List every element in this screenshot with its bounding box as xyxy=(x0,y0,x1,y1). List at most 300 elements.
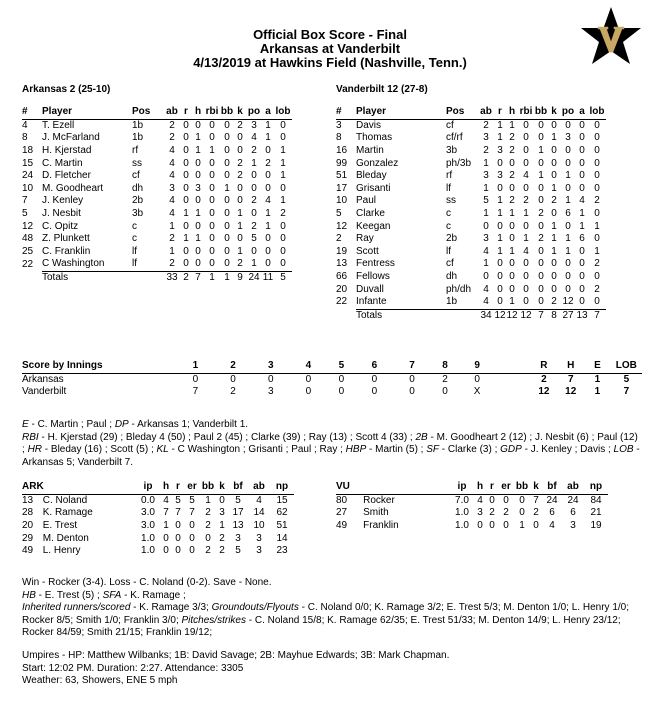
stat-cell: 0 xyxy=(195,258,201,270)
col-header: h xyxy=(506,106,518,119)
home-pitching-table xyxy=(336,481,608,532)
stat-cell: 0 xyxy=(523,119,529,131)
stat-cell: Duvall xyxy=(356,283,384,295)
totals-cell: 9 xyxy=(234,271,246,284)
stat-cell: dh xyxy=(446,271,458,283)
stat-cell: 0 xyxy=(523,271,529,283)
table-row xyxy=(22,233,292,246)
table-row xyxy=(336,145,606,158)
stat-cell: 0 xyxy=(224,195,230,207)
totals-cell xyxy=(336,309,356,322)
stat-cell: 2 xyxy=(219,532,225,544)
stat-cell: 2 xyxy=(509,170,515,182)
stat-cell: 0 xyxy=(509,220,515,232)
stat-cell: 3 xyxy=(219,507,225,519)
totals-cell xyxy=(132,271,164,284)
col-header: Player xyxy=(356,106,446,119)
stat-cell: 1 xyxy=(579,220,585,232)
totals-cell: Totals xyxy=(42,271,132,284)
stat-cell: 0 xyxy=(209,157,215,169)
stat-cell: 7 xyxy=(22,195,28,207)
stat-cell: 0 xyxy=(224,157,230,169)
stat-cell: 0 xyxy=(538,283,544,295)
stat-cell: 0 xyxy=(183,182,189,194)
stat-cell: 0 xyxy=(538,157,544,169)
linescore-row xyxy=(22,386,642,399)
table-row xyxy=(22,520,294,533)
col-header: # xyxy=(336,106,356,119)
stat-cell: 23 xyxy=(276,545,288,557)
spacer xyxy=(495,360,530,373)
rhe-header: LOB xyxy=(611,360,642,373)
stat-cell: 0 xyxy=(579,145,585,157)
start-line: Start: 12:02 PM. Duration: 2:27. Attendance: 3305 xyxy=(22,662,244,674)
stat-cell: 1 xyxy=(169,245,175,257)
stat-cell: 7 xyxy=(189,507,195,519)
stat-cell: 4 xyxy=(483,283,489,295)
stat-cell: 8 xyxy=(336,132,342,144)
rbi-value: H. Kjerstad (29) ; Bleday 4 (50) ; Paul 2 (45) ; Clarke (39) ; Ray (13) ; Scott 4 (33) ; xyxy=(47,431,416,443)
stat-cell: 2 xyxy=(509,132,515,144)
table-row xyxy=(336,520,608,533)
stat-cell: 0 xyxy=(224,233,230,245)
col-header: bf xyxy=(542,481,562,494)
stat-cell: 2 xyxy=(538,208,544,220)
stat-cell: 49 xyxy=(336,520,348,532)
inning-score: 0 xyxy=(230,373,236,385)
stat-cell: 66 xyxy=(336,271,348,283)
stat-cell: 0 xyxy=(163,532,169,544)
doubles-value: M. Goodheart 2 (12) ; J. Nesbit (6) ; Paul (12) ; xyxy=(22,431,638,455)
rhe-value: 1 xyxy=(594,386,601,398)
stat-cell: 0 xyxy=(551,283,557,295)
stat-cell: 2 xyxy=(169,233,175,245)
stat-cell: 4 xyxy=(483,245,489,257)
col-header: ab xyxy=(248,481,270,494)
stat-cell: 3 xyxy=(497,170,503,182)
stat-cell: c xyxy=(446,220,451,232)
inning-score: 0 xyxy=(409,386,415,398)
stat-cell: 10 xyxy=(253,520,265,532)
stat-cell: 0 xyxy=(265,258,271,270)
team-name: Arkansas xyxy=(22,373,64,385)
stat-cell: 0 xyxy=(538,220,544,232)
stat-cell: 1b xyxy=(446,296,458,308)
stat-cell: 0 xyxy=(594,296,600,308)
stat-cell: 1 xyxy=(265,220,271,232)
stat-cell: 2 xyxy=(251,220,257,232)
table-row xyxy=(336,296,606,309)
stat-cell: 4 xyxy=(483,296,489,308)
lob-value: Arkansas 5; Vanderbilt 7. xyxy=(22,456,133,468)
table-row xyxy=(336,183,606,196)
stat-cell: 0 xyxy=(280,132,286,144)
stat-cell: 1 xyxy=(163,520,169,532)
totals-cell: 12 xyxy=(506,309,518,321)
stat-cell: 2 xyxy=(594,195,600,207)
errors-dp-line: E - C. Martin ; Paul ; DP - Arkansas 1; Vanderbilt 1. xyxy=(22,419,249,430)
stat-cell: 1 xyxy=(195,233,201,245)
stat-cell: 2b xyxy=(132,195,144,207)
col-header: ab xyxy=(164,106,180,119)
stat-cell: 12 xyxy=(22,220,34,232)
pitching-header-row xyxy=(22,481,294,494)
col-header: a xyxy=(576,106,588,119)
stat-cell: 0 xyxy=(579,296,585,308)
inning-score: 0 xyxy=(305,386,312,398)
stat-cell: 1 xyxy=(497,119,503,131)
col-header: er xyxy=(184,481,200,494)
stat-cell: 0 xyxy=(497,220,503,232)
stat-cell: 0 xyxy=(579,245,585,257)
stat-cell: Z. Plunkett xyxy=(42,233,90,245)
linescore-row xyxy=(22,373,642,386)
totals-cell: 5 xyxy=(274,271,292,284)
stat-cell: 2 xyxy=(169,132,175,144)
col-header: ip xyxy=(450,481,474,494)
table-row xyxy=(22,545,294,558)
stat-cell: Gonzalez xyxy=(356,157,399,169)
stat-cell: 0 xyxy=(219,494,225,506)
vanderbilt-v-star-icon xyxy=(580,6,642,66)
stat-cell: 0 xyxy=(189,520,195,532)
stat-cell: 14 xyxy=(253,507,265,519)
stat-cell: 7 xyxy=(175,507,181,519)
stat-cell: 0 xyxy=(265,233,271,245)
totals-cell: 33 xyxy=(164,271,180,284)
stat-cell: 0 xyxy=(579,182,585,194)
pitching-team-title: ARK xyxy=(22,481,136,494)
stat-cell: 0 xyxy=(224,258,230,270)
game-footer xyxy=(22,650,642,688)
stat-cell: 1 xyxy=(265,119,271,131)
stat-cell: 0 xyxy=(533,520,539,532)
rhe-value: 5 xyxy=(623,373,630,385)
stat-cell: 1.0 xyxy=(455,520,469,532)
header-line-3: 4/13/2019 at Hawkins Field (Nashville, Tenn.) xyxy=(193,55,467,70)
stat-cell: 6 xyxy=(549,507,555,519)
stat-cell: 1 xyxy=(205,494,211,506)
stat-cell: 0 xyxy=(209,245,215,257)
stat-cell: 0 xyxy=(209,132,215,144)
inning-score: 0 xyxy=(267,373,274,385)
stat-cell: 4 xyxy=(169,195,175,207)
table-row xyxy=(336,157,606,170)
table-row xyxy=(336,195,606,208)
stat-cell: 0 xyxy=(579,132,585,144)
stat-cell: 1 xyxy=(565,195,571,207)
totals-cell: 7 xyxy=(534,309,548,322)
stat-cell: c xyxy=(132,220,137,232)
stat-cell: 12 xyxy=(562,296,574,308)
inning-score: 0 xyxy=(442,386,448,398)
stat-cell: 0 xyxy=(538,296,544,308)
umpires-line: Umpires - HP: Matthew Wilbanks; 1B: David Savage; 2B: Mayhue Edwards; 3B: Mark Chapman. xyxy=(22,650,450,661)
stat-cell: 0 xyxy=(519,494,525,506)
table-row xyxy=(336,258,606,271)
stat-cell: 0 xyxy=(579,258,585,270)
stat-cell: T. Ezell xyxy=(42,119,75,131)
inning-score: 0 xyxy=(371,386,378,398)
stat-cell: Thomas xyxy=(356,132,393,144)
stat-cell: 0 xyxy=(594,271,600,283)
totals-cell: 8 xyxy=(548,309,560,322)
stat-cell: 0 xyxy=(224,145,230,157)
kl-value: C Washington ; Grisanti ; Paul ; Ray ; xyxy=(177,444,346,455)
stat-cell: 1 xyxy=(509,119,515,131)
stat-cell: 0 xyxy=(209,170,215,182)
totals-cell: 24 xyxy=(246,271,262,284)
stat-cell: 3 xyxy=(483,132,489,144)
inning-score: 2 xyxy=(230,386,236,398)
stat-cell: 0 xyxy=(224,132,230,144)
stat-cell: 0 xyxy=(265,145,271,157)
stat-cell: 13 xyxy=(232,520,244,532)
col-header: h xyxy=(160,481,172,494)
stat-cell: 1 xyxy=(219,520,225,532)
stat-cell: 0 xyxy=(519,507,525,519)
inning-header: 8 xyxy=(431,360,459,373)
stat-cell: 2 xyxy=(594,283,600,295)
col-header: k xyxy=(530,481,542,494)
stat-cell: 0 xyxy=(183,195,189,207)
stat-cell: 1 xyxy=(551,132,557,144)
stat-cell: c xyxy=(132,233,137,245)
totals-cell: 12 xyxy=(518,309,534,322)
stat-cell: 0 xyxy=(497,283,503,295)
stat-cell: 1 xyxy=(565,233,571,245)
stat-cell: 2 xyxy=(509,195,515,207)
stat-cell: 1 xyxy=(497,233,503,245)
stat-cell: 0 xyxy=(280,233,286,245)
stat-cell: 0 xyxy=(594,208,600,220)
stat-cell: 18 xyxy=(22,145,34,157)
col-header: k xyxy=(234,106,246,119)
col-header: Pos xyxy=(132,106,164,119)
inherited-line: Inherited runners/scored - K. Ramage 3/3; Groundouts/Flyouts - C. Noland 0/0; K. Ramage 3/2; E. Trest 5/3; M. Denton 1/0; L. Henry 1/0; Rocker 8/5; Smith 1/0; Franklin 3/0; Pitches/strikes - C. Noland 15/8; K. Ramage 62/35; E. Trest 51/33; M. Denton 14/9; L. Henry 23/12; Rocker 84/59; Smith 21/15; Franklin 19/12; xyxy=(22,602,629,638)
linescore-header-row xyxy=(22,360,642,373)
stat-cell: 5 xyxy=(22,208,28,220)
col-header: r xyxy=(494,106,506,119)
totals-row xyxy=(336,309,606,322)
col-header: er xyxy=(498,481,514,494)
stat-cell: 0 xyxy=(565,283,571,295)
stat-cell: 0 xyxy=(538,132,544,144)
batting-notes: RBI - H. Kjerstad (29) ; Bleday 4 (50) ; Paul 2 (45) ; Clarke (39) ; Ray (13) ; Scott 4 (33) ; 2B - M. Goodheart 2 (12) ; J. Nesbit (6) ; Paul (12) ; HR - Bleday (16) ; Scott (5) ; KL - C Washington ; Grisanti ; Paul ; Ray ; HBP - Martin (5) ; SF - Clarke (3) ; GDP - J. Kenley ; Davis ; LOB - Arkansas 5; Vanderbilt 7. xyxy=(22,431,640,468)
table-row xyxy=(22,132,292,145)
stat-cell: 0 xyxy=(175,532,181,544)
stat-cell: 2 xyxy=(237,119,243,131)
stat-cell: 51 xyxy=(336,170,348,182)
stat-cell: 3 xyxy=(570,520,576,532)
inning-score: 7 xyxy=(192,386,199,398)
col-header: rbi xyxy=(205,106,219,118)
stat-cell: 2 xyxy=(251,145,257,157)
inning-score: 0 xyxy=(474,373,480,385)
inning-score: 0 xyxy=(338,386,345,398)
sfa-value: K. Ramage ; xyxy=(130,589,186,601)
stat-cell: cf xyxy=(446,258,454,270)
stat-cell: 1 xyxy=(237,208,243,220)
stat-cell: 3 xyxy=(169,182,175,194)
stat-cell: 2 xyxy=(265,157,271,169)
stat-cell: 1 xyxy=(497,132,503,144)
stat-cell: 0 xyxy=(251,170,257,182)
stat-cell: 1 xyxy=(483,182,489,194)
stat-cell: 2 xyxy=(237,157,243,169)
stat-cell: 0 xyxy=(489,494,495,506)
stat-cell: 1 xyxy=(565,245,571,257)
away-pitching-table xyxy=(22,481,294,558)
stat-cell: 5 xyxy=(189,494,195,506)
stat-cell: 1 xyxy=(483,208,489,220)
col-header: bb xyxy=(220,106,234,118)
stat-cell: 12 xyxy=(336,220,348,232)
totals-cell: 2 xyxy=(180,271,192,284)
stat-cell: Smith xyxy=(363,507,389,519)
stat-cell: 0 xyxy=(503,520,509,532)
stat-cell: 5 xyxy=(235,545,241,557)
batting-header-row xyxy=(336,106,606,119)
stat-cell: 0 xyxy=(280,258,286,270)
stat-cell: 80 xyxy=(336,494,348,506)
stat-cell: 3 xyxy=(195,182,201,194)
stat-cell: 3 xyxy=(483,233,489,245)
col-header: lob xyxy=(275,106,291,118)
col-header: h xyxy=(192,106,204,119)
stat-cell: 2 xyxy=(237,170,243,182)
stat-cell: 5 xyxy=(483,195,489,207)
stat-cell: 0 xyxy=(477,520,483,532)
stat-cell: 24 xyxy=(567,494,579,506)
stat-cell: 0 xyxy=(195,220,201,232)
totals-cell: 7 xyxy=(588,309,606,322)
weather-line: Weather: 63, Showers, ENE 5 mph xyxy=(22,675,178,686)
stat-cell: C. Martin xyxy=(42,157,83,169)
stat-cell: 0 xyxy=(237,195,243,207)
col-header: po xyxy=(247,106,261,118)
stat-cell: 22 xyxy=(336,296,348,308)
table-row xyxy=(336,233,606,246)
stat-cell: Rocker xyxy=(363,494,395,506)
stat-cell: J. Kenley xyxy=(42,195,84,207)
rhe-value: 7 xyxy=(623,386,630,398)
stat-cell: 2 xyxy=(205,507,211,519)
stat-cell: Bleday xyxy=(356,170,387,182)
stat-cell: 3 xyxy=(256,532,262,544)
stat-cell: 6 xyxy=(570,507,576,519)
stat-cell: 3 xyxy=(336,119,342,131)
stat-cell: 0 xyxy=(509,157,515,169)
stat-cell: 1 xyxy=(265,208,271,220)
stat-cell: cf xyxy=(132,170,140,182)
stat-cell: 1 xyxy=(251,157,257,169)
stat-cell: 4 xyxy=(169,208,175,220)
stat-cell: C. Noland xyxy=(42,494,88,506)
stat-cell: 0 xyxy=(565,271,571,283)
stat-cell: 14 xyxy=(276,532,288,544)
inning-score: 3 xyxy=(267,386,274,398)
stat-cell: 0 xyxy=(509,258,515,270)
stat-cell: 3b xyxy=(132,208,144,220)
stat-cell: 0 xyxy=(209,233,215,245)
stat-cell: 0 xyxy=(565,157,571,169)
table-row xyxy=(336,170,606,183)
pitching-notes xyxy=(22,577,642,640)
stat-cell: lf xyxy=(446,245,451,257)
stat-cell: 0 xyxy=(523,283,529,295)
stat-cell: 1 xyxy=(497,245,503,257)
stat-cell: 2 xyxy=(205,545,211,557)
rhe-header: H xyxy=(557,360,584,373)
col-header: r xyxy=(180,106,192,119)
stat-cell: 0 xyxy=(265,245,271,257)
stat-cell: 0 xyxy=(280,220,286,232)
stat-cell: 62 xyxy=(276,507,288,519)
stat-cell: dh xyxy=(132,182,144,194)
table-row xyxy=(336,494,608,507)
stat-cell: 1 xyxy=(265,132,271,144)
stat-cell: 10 xyxy=(336,195,348,207)
stat-cell: 0 xyxy=(497,258,503,270)
stat-cell: 48 xyxy=(22,233,34,245)
stat-cell: 0 xyxy=(183,157,189,169)
stat-cell: 0 xyxy=(195,170,201,182)
table-row xyxy=(336,271,606,284)
gdp-value: J. Kenley ; Davis ; xyxy=(530,444,614,455)
stat-cell: 1 xyxy=(509,245,515,257)
stat-cell: Davis xyxy=(356,119,382,131)
stat-cell: 0.0 xyxy=(141,494,155,506)
stat-cell: 0 xyxy=(594,145,600,157)
stat-cell: 1 xyxy=(551,233,557,245)
totals-cell: Totals xyxy=(356,309,446,322)
sf-value: Clarke (3) ; xyxy=(447,444,501,455)
stat-cell: cf/rf xyxy=(446,132,463,144)
stat-cell: 1.0 xyxy=(141,545,155,557)
table-row xyxy=(22,532,294,545)
stat-cell: 0 xyxy=(224,245,230,257)
stat-cell: J. Nesbit xyxy=(42,208,81,220)
stat-cell: 3 xyxy=(256,545,262,557)
stat-cell: 0 xyxy=(551,170,557,182)
stat-cell: 7 xyxy=(533,494,539,506)
col-header: po xyxy=(561,106,575,118)
stat-cell: ss xyxy=(446,195,456,207)
stat-cell: 0 xyxy=(280,245,286,257)
stat-cell: 0 xyxy=(483,271,489,283)
table-row xyxy=(22,183,292,196)
stat-cell: Keegan xyxy=(356,220,391,232)
stat-cell: 0 xyxy=(237,145,243,157)
col-header: ab xyxy=(478,106,494,119)
groundouts-value: C. Noland 0/0; K. Ramage 3/2; E. Trest 5/3; M. Denton 1/0; L. Henry 1/0; Rocker 8/5; Smith 1/0; Franklin 3/0; xyxy=(22,602,629,626)
stat-cell: 1b xyxy=(132,119,144,131)
table-row xyxy=(22,119,292,132)
stat-cell: 0 xyxy=(483,220,489,232)
stat-cell: 10 xyxy=(22,182,34,194)
stat-cell: 0 xyxy=(551,145,557,157)
inning-score: X xyxy=(473,386,481,398)
totals-cell xyxy=(22,271,42,284)
stat-cell: lf xyxy=(132,245,137,257)
batting-header-row xyxy=(22,106,292,119)
stat-cell: 20 xyxy=(22,520,34,532)
stat-cell: 0 xyxy=(280,119,286,131)
stat-cell: 1 xyxy=(209,145,215,157)
table-row xyxy=(22,195,292,208)
stat-cell: Clarke xyxy=(356,208,385,220)
